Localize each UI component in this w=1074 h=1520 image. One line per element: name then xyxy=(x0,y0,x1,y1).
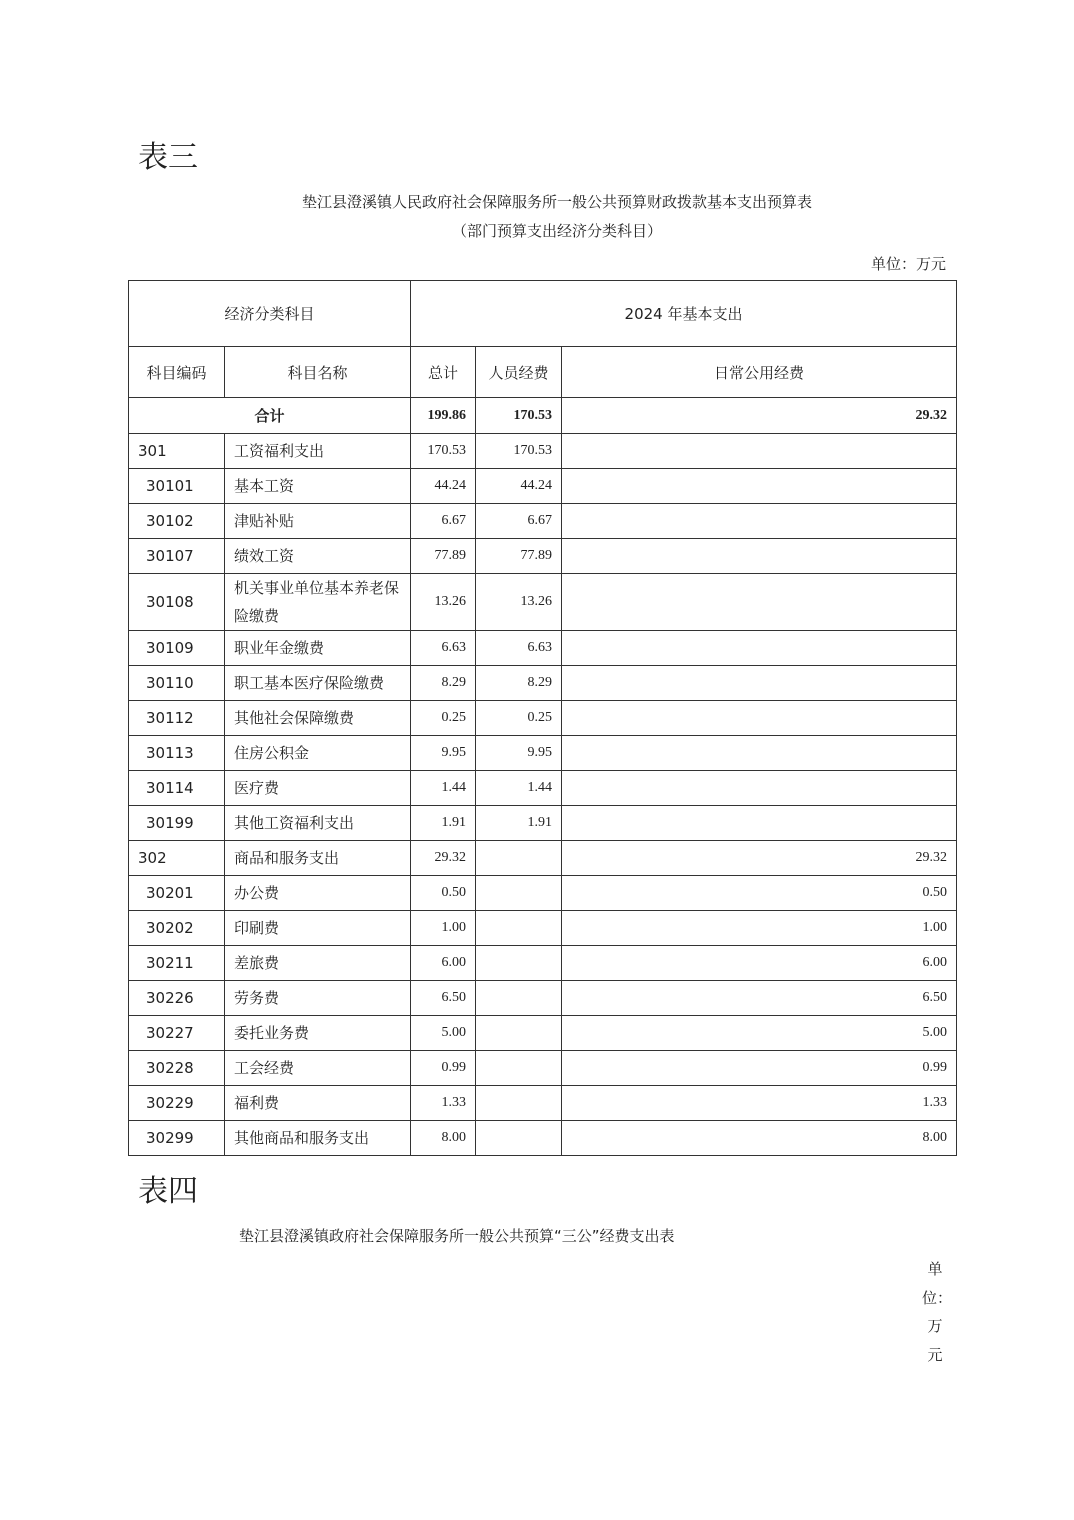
row-code: 302 xyxy=(129,841,225,876)
table-row xyxy=(129,771,957,806)
table4-heading: 表四 xyxy=(138,1174,198,1209)
row-name: 工资福利支出 xyxy=(225,434,411,469)
row-total: 8.29 xyxy=(411,666,476,701)
header-row-group xyxy=(129,281,957,347)
row-total: 170.53 xyxy=(411,434,476,469)
row-total: 1.00 xyxy=(411,911,476,946)
table-row xyxy=(129,806,957,841)
row-code: 30113 xyxy=(129,736,225,771)
row-total: 1.44 xyxy=(411,771,476,806)
table-row xyxy=(129,736,957,771)
row-personnel: 13.26 xyxy=(476,574,562,631)
table-row xyxy=(129,1051,957,1086)
row-personnel xyxy=(476,876,562,911)
row-personnel xyxy=(476,946,562,981)
row-personnel xyxy=(476,911,562,946)
row-personnel: 44.24 xyxy=(476,469,562,504)
basic-expenditure-table xyxy=(128,280,957,1156)
row-name: 委托业务费 xyxy=(225,1016,411,1051)
row-public: 1.33 xyxy=(562,1086,957,1121)
row-name: 差旅费 xyxy=(225,946,411,981)
header-name: 科目名称 xyxy=(225,347,411,398)
row-personnel: 170.53 xyxy=(476,434,562,469)
table-row xyxy=(129,434,957,469)
row-personnel: 1.91 xyxy=(476,806,562,841)
row-name: 医疗费 xyxy=(225,771,411,806)
row-public: 1.00 xyxy=(562,911,957,946)
row-total: 9.95 xyxy=(411,736,476,771)
row-public xyxy=(562,806,957,841)
row-public: 6.00 xyxy=(562,946,957,981)
row-personnel: 8.29 xyxy=(476,666,562,701)
row-total: 29.32 xyxy=(411,841,476,876)
table4-title: 垫江县澄溪镇政府社会保障服务所一般公共预算“三公”经费支出表 xyxy=(239,1227,675,1245)
row-public xyxy=(562,631,957,666)
row-public xyxy=(562,771,957,806)
row-code: 30211 xyxy=(129,946,225,981)
row-name: 劳务费 xyxy=(225,981,411,1016)
table-row xyxy=(129,841,957,876)
row-personnel xyxy=(476,1051,562,1086)
total-row xyxy=(129,398,957,434)
row-name: 职业年金缴费 xyxy=(225,631,411,666)
row-public xyxy=(562,539,957,574)
header-code: 科目编码 xyxy=(129,347,225,398)
row-name: 福利费 xyxy=(225,1086,411,1121)
row-total: 13.26 xyxy=(411,574,476,631)
table4-unit: 单位：万元 xyxy=(922,1260,953,1364)
header-economic-classification: 经济分类科目 xyxy=(129,281,411,347)
row-code: 30107 xyxy=(129,539,225,574)
row-code: 30110 xyxy=(129,666,225,701)
row-public xyxy=(562,504,957,539)
row-code: 30299 xyxy=(129,1121,225,1156)
row-public: 8.00 xyxy=(562,1121,957,1156)
row-public: 6.50 xyxy=(562,981,957,1016)
header-personnel: 人员经费 xyxy=(476,347,562,398)
row-name: 津贴补贴 xyxy=(225,504,411,539)
table-row xyxy=(129,876,957,911)
row-total: 6.50 xyxy=(411,981,476,1016)
row-name: 住房公积金 xyxy=(225,736,411,771)
table3-unit: 单位：万元 xyxy=(870,255,946,273)
row-name: 商品和服务支出 xyxy=(225,841,411,876)
row-name: 绩效工资 xyxy=(225,539,411,574)
table3-subtitle: （部门预算支出经济分类科目） xyxy=(451,222,662,240)
row-total: 8.00 xyxy=(411,1121,476,1156)
header-row-columns xyxy=(129,347,957,398)
row-total: 1.91 xyxy=(411,806,476,841)
row-name: 工会经费 xyxy=(225,1051,411,1086)
table3-title: 垫江县澄溪镇人民政府社会保障服务所一般公共预算财政拨款基本支出预算表 xyxy=(301,193,812,211)
row-total: 6.63 xyxy=(411,631,476,666)
row-public: 0.99 xyxy=(562,1051,957,1086)
row-public xyxy=(562,574,957,631)
row-code: 30109 xyxy=(129,631,225,666)
table-row xyxy=(129,1016,957,1051)
row-personnel xyxy=(476,841,562,876)
row-name: 基本工资 xyxy=(225,469,411,504)
row-code: 30202 xyxy=(129,911,225,946)
row-code: 30112 xyxy=(129,701,225,736)
row-personnel: 6.67 xyxy=(476,504,562,539)
row-public: 29.32 xyxy=(562,841,957,876)
row-total: 0.99 xyxy=(411,1051,476,1086)
row-total: 1.33 xyxy=(411,1086,476,1121)
table-row xyxy=(129,469,957,504)
header-basic-expenditure-2024: 2024 年基本支出 xyxy=(411,281,957,347)
total-public: 29.32 xyxy=(562,398,957,434)
row-code: 30102 xyxy=(129,504,225,539)
row-name: 其他工资福利支出 xyxy=(225,806,411,841)
row-name: 办公费 xyxy=(225,876,411,911)
row-code: 30226 xyxy=(129,981,225,1016)
table-row xyxy=(129,1086,957,1121)
row-code: 30201 xyxy=(129,876,225,911)
row-code: 30199 xyxy=(129,806,225,841)
total-personnel: 170.53 xyxy=(476,398,562,434)
row-personnel: 9.95 xyxy=(476,736,562,771)
row-total: 6.00 xyxy=(411,946,476,981)
row-name: 职工基本医疗保险缴费 xyxy=(225,666,411,701)
row-public xyxy=(562,736,957,771)
row-public xyxy=(562,666,957,701)
row-personnel xyxy=(476,1016,562,1051)
row-public: 0.50 xyxy=(562,876,957,911)
row-public xyxy=(562,701,957,736)
row-public: 5.00 xyxy=(562,1016,957,1051)
row-name: 印刷费 xyxy=(225,911,411,946)
row-personnel: 6.63 xyxy=(476,631,562,666)
row-total: 6.67 xyxy=(411,504,476,539)
row-personnel xyxy=(476,1121,562,1156)
row-code: 30229 xyxy=(129,1086,225,1121)
row-name: 机关事业单位基本养老保险缴费 xyxy=(225,574,411,631)
table-row xyxy=(129,911,957,946)
table-row xyxy=(129,981,957,1016)
row-personnel: 77.89 xyxy=(476,539,562,574)
table-row xyxy=(129,574,957,631)
table3-heading: 表三 xyxy=(138,140,198,175)
row-public xyxy=(562,434,957,469)
row-code: 30228 xyxy=(129,1051,225,1086)
row-personnel xyxy=(476,981,562,1016)
table-row xyxy=(129,539,957,574)
row-total: 0.25 xyxy=(411,701,476,736)
row-public xyxy=(562,469,957,504)
row-name: 其他社会保障缴费 xyxy=(225,701,411,736)
table-row xyxy=(129,701,957,736)
row-personnel: 0.25 xyxy=(476,701,562,736)
row-total: 44.24 xyxy=(411,469,476,504)
row-total: 77.89 xyxy=(411,539,476,574)
header-public: 日常公用经费 xyxy=(562,347,957,398)
row-code: 30108 xyxy=(129,574,225,631)
row-code: 30114 xyxy=(129,771,225,806)
row-personnel: 1.44 xyxy=(476,771,562,806)
total-total: 199.86 xyxy=(411,398,476,434)
table-row xyxy=(129,946,957,981)
table-row xyxy=(129,666,957,701)
table-row xyxy=(129,1121,957,1156)
row-total: 0.50 xyxy=(411,876,476,911)
header-total: 总计 xyxy=(411,347,476,398)
row-code: 30227 xyxy=(129,1016,225,1051)
row-code: 301 xyxy=(129,434,225,469)
total-label: 合计 xyxy=(129,398,411,434)
table-row xyxy=(129,504,957,539)
row-code: 30101 xyxy=(129,469,225,504)
row-name: 其他商品和服务支出 xyxy=(225,1121,411,1156)
row-total: 5.00 xyxy=(411,1016,476,1051)
table-row xyxy=(129,631,957,666)
row-personnel xyxy=(476,1086,562,1121)
